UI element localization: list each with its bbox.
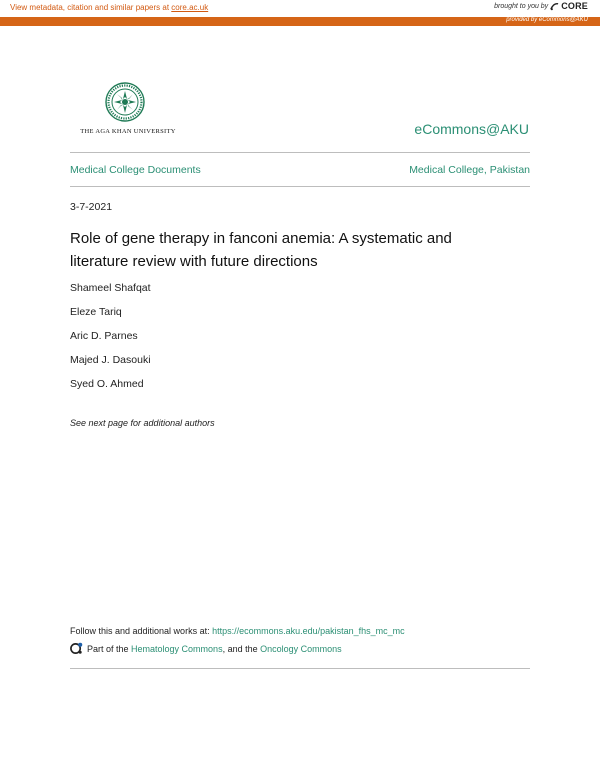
oncology-commons-link[interactable]: Oncology Commons bbox=[260, 643, 342, 654]
hematology-commons-link[interactable]: Hematology Commons bbox=[131, 643, 223, 654]
department-link[interactable]: Medical College, Pakistan bbox=[409, 164, 530, 176]
divider bbox=[70, 152, 530, 153]
author-list bbox=[70, 282, 151, 402]
collection-url-link[interactable]: https://ecommons.aku.edu/pakistan_fhs_mc_mc bbox=[212, 626, 405, 636]
provided-by: provided by eCommons@AKU bbox=[506, 17, 588, 23]
brought-by[interactable]: brought to you by CORE bbox=[494, 1, 588, 11]
university-name: THE AGA KHAN UNIVERSITY bbox=[80, 128, 176, 135]
core-logo-icon bbox=[550, 2, 559, 11]
metadata-notice: View metadata, citation and similar papers at core.ac.uk bbox=[10, 3, 209, 12]
network-icon bbox=[70, 642, 83, 655]
author-name: Eleze Tariq bbox=[70, 306, 122, 318]
repository-name[interactable]: eCommons@AKU bbox=[414, 121, 529, 137]
university-logo bbox=[73, 82, 183, 140]
collection-link[interactable]: Medical College Documents bbox=[70, 164, 201, 176]
provider-bar bbox=[0, 17, 600, 26]
author-name: Aric D. Parnes bbox=[70, 330, 138, 342]
divider bbox=[70, 668, 530, 669]
core-link[interactable]: core.ac.uk bbox=[171, 3, 209, 12]
aku-seal-icon bbox=[105, 82, 145, 122]
part-of-line: Part of the Hematology Commons, and the Oncology Commons bbox=[70, 642, 342, 655]
additional-authors-note: See next page for additional authors bbox=[70, 418, 215, 428]
core-wordmark: CORE bbox=[561, 1, 588, 11]
author-name: Syed O. Ahmed bbox=[70, 378, 144, 390]
document-title: Role of gene therapy in fanconi anemia: A systematic and literature review with future directions bbox=[70, 230, 452, 270]
author-name: Majed J. Dasouki bbox=[70, 354, 151, 366]
core-banner bbox=[0, 0, 600, 17]
publication-date: 3-7-2021 bbox=[70, 201, 113, 213]
follow-line: Follow this and additional works at: https://ecommons.aku.edu/pakistan_fhs_mc_mc bbox=[70, 626, 405, 636]
divider bbox=[70, 186, 530, 187]
author-name: Shameel Shafqat bbox=[70, 282, 151, 294]
